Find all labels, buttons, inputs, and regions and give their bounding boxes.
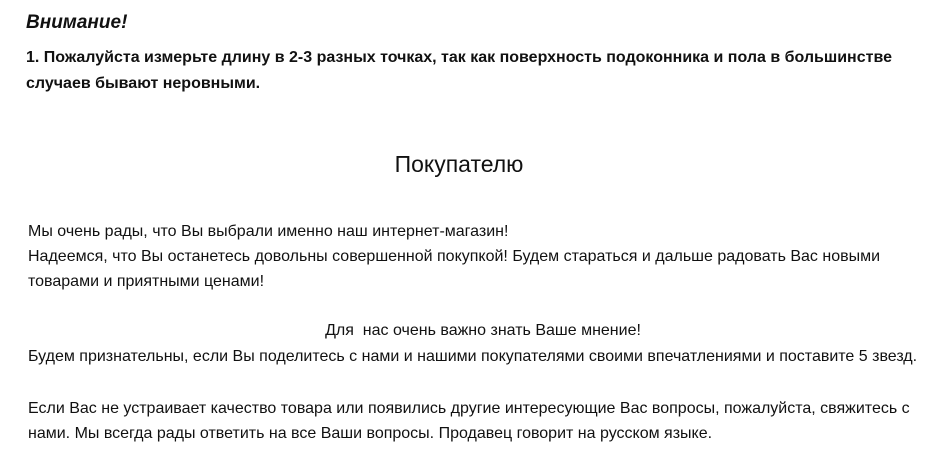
hope-text: Надеемся, что Вы останетесь довольны совершенной покупкой! Будем стараться и дальше радовать Вас новыми товарами и приятными ценами! <box>28 248 881 290</box>
buyer-section-title: Покупателю <box>394 151 524 177</box>
opinion-text: Для нас очень важно знать Ваше мнение! <box>325 322 641 339</box>
attention-heading: Внимание! <box>26 12 128 33</box>
welcome-text: Мы очень рады, что Вы выбрали именно наш интернет-магазин! <box>28 223 509 240</box>
attention-note: 1. Пожалуйста измерьте длину в 2-3 разных точках, так как поверхность подоконника и пола в большинстве случаев бывают неровными. <box>26 49 892 92</box>
contact-us-text: Если Вас не устраивает качество товара или появились другие интересующие Вас вопросы, пожалуйста, свяжитесь с нами. Мы всегда рады ответить на все Ваши вопросы. Продавец говорит на русском языке. <box>28 400 910 442</box>
feedback-request-text: Будем признательны, если Вы поделитесь с нами и нашими покупателями своими впечатлениями и поставите 5 звезд. <box>28 348 918 365</box>
